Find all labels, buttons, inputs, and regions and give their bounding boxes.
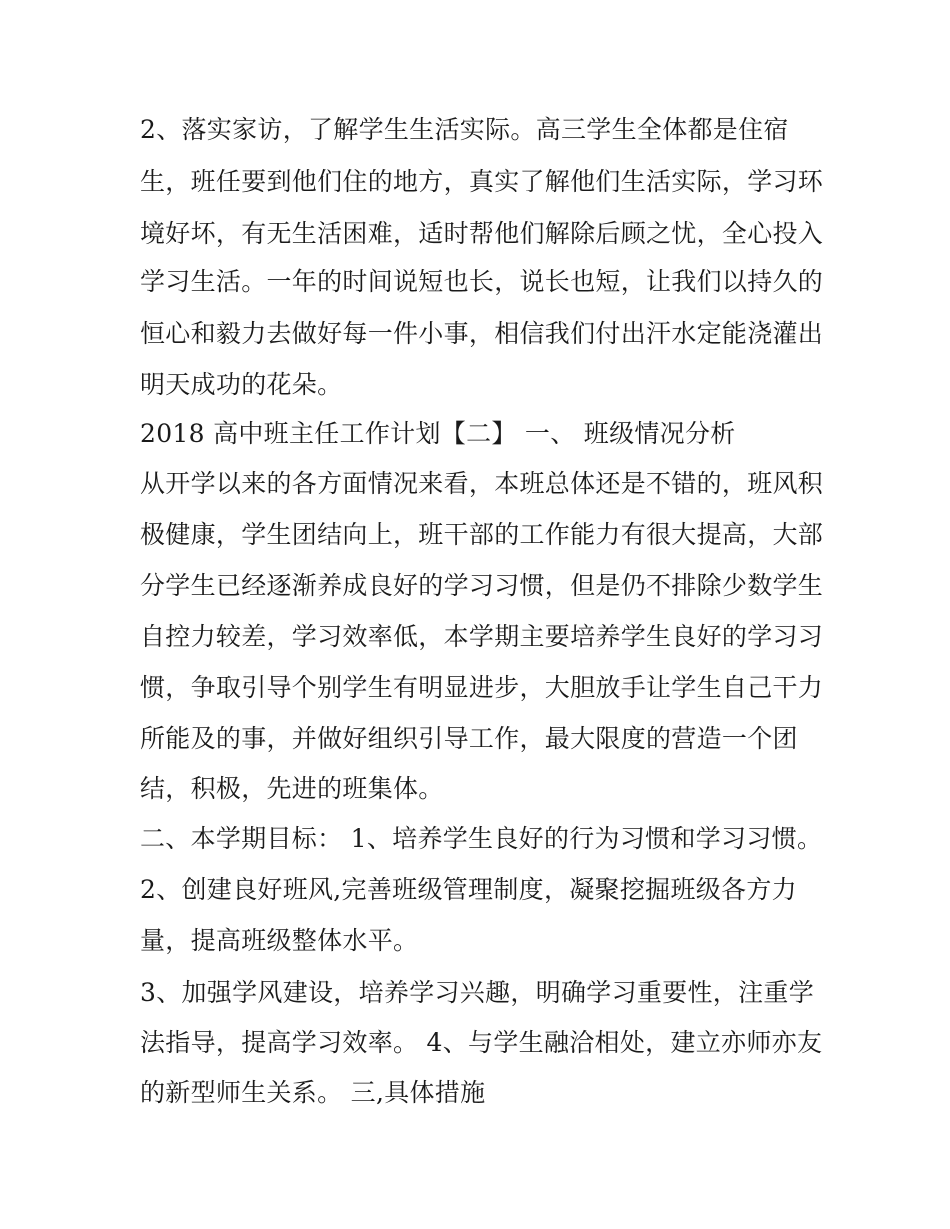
text-line: 学习生活。一年的时间说短也长，说长也短，让我们以持久的 (140, 267, 824, 296)
text-line: 从开学以来的各方面情况来看，本班总体还是不错的，班风积 (140, 469, 824, 498)
text-line: 恒心和毅力去做好每一件小事，相信我们付出汗水定能浇灌出 (140, 319, 824, 348)
text-line: 生，班任要到他们住的地方，真实了解他们生活实际，学习环 (140, 167, 824, 196)
text-line: 境好坏，有无生活困难，适时帮他们解除后顾之忧，全心投入 (140, 219, 824, 248)
text-line: 极健康，学生团结向上，班干部的工作能力有很大提高，大部 (140, 520, 824, 549)
text-line: 的新型师生关系。 三,具体措施 (140, 1078, 486, 1107)
section-heading: 2018 高中班主任工作计划【二】 一、 班级情况分析 (140, 419, 736, 448)
text-line: 惯，争取引导个别学生有明显进步，大胆放手让学生自己干力 (140, 673, 824, 702)
text-line: 法指导，提高学习效率。 4、与学生融洽相处，建立亦师亦友 (140, 1028, 823, 1057)
text-line: 明天成功的花朵。 (140, 370, 343, 399)
text-line: 结，积极，先进的班集体。 (140, 774, 444, 803)
text-line: 分学生已经逐渐养成良好的学习习惯，但是仍不排除少数学生 (140, 571, 824, 600)
text-line: 所能及的事，并做好组织引导工作，最大限度的营造一个团 (140, 724, 798, 753)
text-line: 2、落实家访，了解学生生活实际。高三学生全体都是住宿 (140, 115, 789, 144)
text-line: 3、加强学风建设，培养学习兴趣，明确学习重要性，注重学 (140, 978, 815, 1007)
text-line: 自控力较差，学习效率低，本学期主要培养学生良好的学习习 (140, 622, 824, 651)
text-line: 2、创建良好班风,完善班级管理制度，凝聚挖掘班级各方力 (140, 875, 797, 904)
text-line: 二、本学期目标： 1、培养学生良好的行为习惯和学习习惯。 (140, 824, 823, 853)
text-line: 量，提高班级整体水平。 (140, 926, 419, 955)
